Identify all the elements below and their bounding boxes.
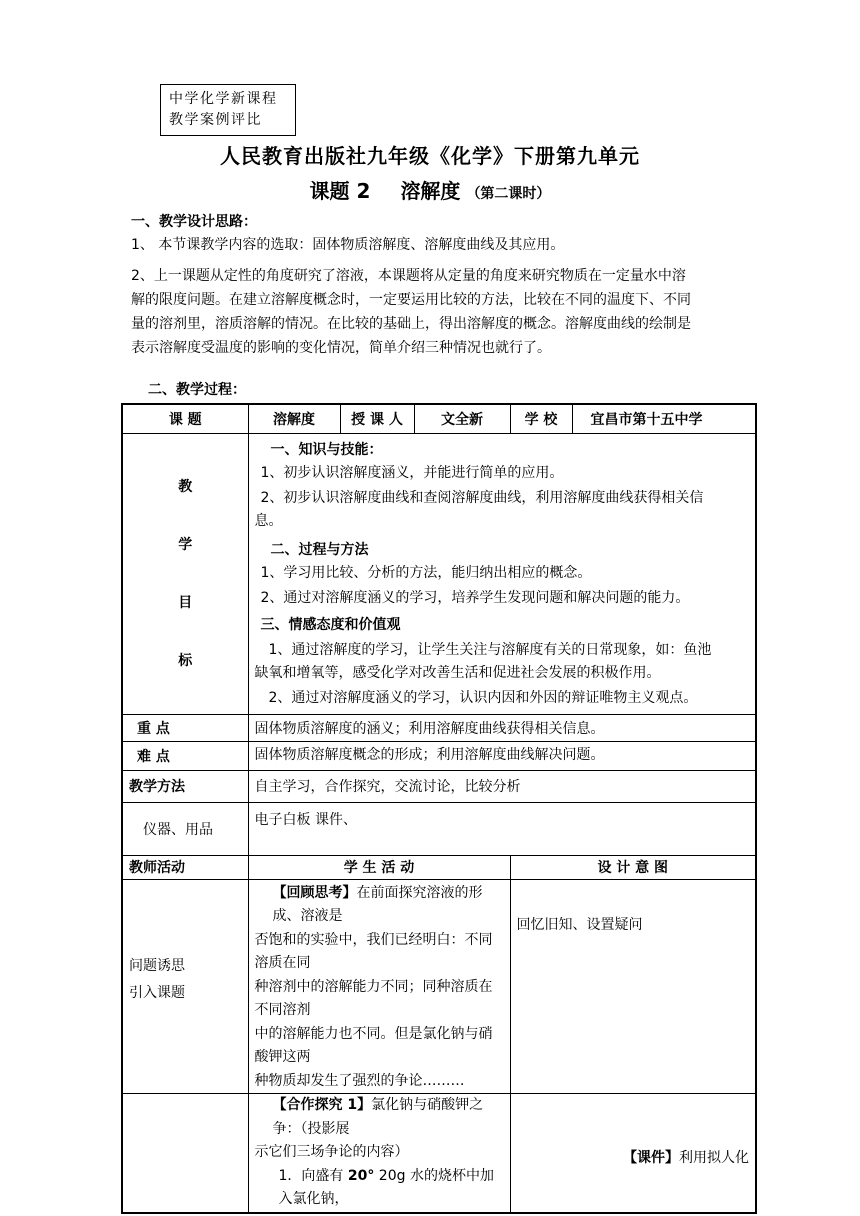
method-row [122, 770, 756, 802]
goal-item: 1、学习用比较、分析的方法，能归纳出相应的概念。 [260, 564, 592, 581]
difficulty-row [122, 741, 756, 770]
difficulty-label: 难 点 [122, 741, 248, 770]
student-activity-line [255, 1094, 504, 1141]
topic-label: 课 题 [122, 404, 248, 433]
student-activity-text: 在前面探究溶液的形成、溶液是 [272, 884, 483, 924]
goal-item: 缺氧和增氧等，感受化学对改善生活和促进社会发展的积极作用。 [254, 664, 661, 681]
teacher-label: 授 课 人 [340, 404, 414, 433]
key-label: 重 点 [122, 714, 248, 741]
goals-heading: 一、知识与技能： [270, 441, 383, 458]
tools-label: 仪器、用品 [122, 802, 248, 855]
student-activity-text: 氯化钠与硝酸钾之争：（投影展 [272, 1097, 484, 1137]
student-activity-line [255, 882, 504, 929]
section1-point2-line: 量的溶剂里，溶质溶解的情况。在比较的基础上，得出溶解度的概念。溶解度曲线的绘制是 [131, 316, 691, 332]
goals-heading: 二、过程与方法 [270, 541, 369, 558]
school-value: 宜昌市第十五中学 [572, 404, 756, 433]
lesson-title [0, 175, 860, 204]
method-label: 教学方法 [122, 770, 248, 802]
goal-item: 2、通过对溶解度涵义的学习，培养学生发现问题和解决问题的能力。 [260, 589, 690, 606]
activity-row [122, 879, 756, 1094]
student-activity-cell [248, 1094, 510, 1213]
contest-label-box [160, 84, 296, 136]
goals-label-char: 学 [178, 536, 193, 553]
courseware-tag: 【课件】 [623, 1149, 679, 1166]
lesson-plan-table [121, 403, 757, 1214]
activity-header-row [122, 855, 756, 879]
teacher-activity-cell [122, 879, 248, 1094]
key-value: 固体物质溶解度的涵义；利用溶解度曲线获得相关信息。 [248, 714, 756, 741]
student-activity-line [255, 1165, 504, 1212]
goals-label-char: 目 [178, 594, 193, 611]
page-title: 人民教育出版社九年级《化学》下册第九单元 [220, 144, 640, 168]
temperature-value: 20° [347, 1167, 375, 1184]
section1-point2-line: 表示溶解度受温度的影响的变化情况，简单介绍三种情况也就行了。 [131, 340, 551, 356]
teacher-activity-line: 引入课题 [129, 985, 185, 1002]
review-tag: 【回顾思考】 [272, 884, 357, 901]
school-label: 学 校 [510, 404, 572, 433]
lesson-session: （第二课时） [466, 186, 551, 202]
explore-tag: 【合作探究 1】 [272, 1097, 372, 1113]
section1-heading: 一、教学设计思路： [131, 214, 257, 230]
teacher-activity-header: 教师活动 [122, 855, 248, 879]
design-intent-cell: 回忆旧知、设置疑问 [510, 879, 756, 1094]
goals-label-char: 标 [178, 652, 193, 669]
goals-label-char: 教 [178, 478, 193, 495]
student-activity-line: 种物质却发生了强烈的争论……… [254, 1072, 465, 1089]
section1-point2-line: 2、上一课题从定性的角度研究了溶液，本课题将从定量的角度来研究物质在一定量水中溶 [131, 268, 686, 284]
student-activity-header: 学 生 活 动 [248, 855, 510, 879]
goal-item: 1、通过溶解度的学习，让学生关注与溶解度有关的日常现象，如：鱼池 [268, 641, 712, 658]
teacher-activity-line: 问题诱思 [129, 958, 185, 975]
stamp-line-1: 中学化学新课程 [169, 91, 278, 107]
topic-value: 溶解度 [248, 404, 340, 433]
tools-row [122, 802, 756, 855]
section1-point1: 1、 本节课教学内容的选取：固体物质溶解度、溶解度曲线及其应用。 [131, 237, 565, 253]
student-activity-text: 20g 水的烧杯中加入氯化钠， [278, 1167, 494, 1207]
tools-value: 电子白板 课件、 [248, 802, 756, 855]
design-intent-text: 利用拟人化 [679, 1149, 749, 1166]
teacher-value: 文全新 [414, 404, 510, 433]
key-row [122, 714, 756, 741]
method-value: 自主学习，合作探究，交流讨论，比较分析 [248, 770, 756, 802]
student-activity-line: 否饱和的实验中，我们已经明白：不同溶质在同 [254, 931, 493, 971]
teacher-activity-cell [122, 1094, 248, 1213]
student-activity-cell [248, 879, 510, 1094]
student-activity-line: 示它们三场争论的内容） [254, 1144, 409, 1160]
design-intent-header: 设 计 意 图 [510, 855, 756, 879]
goals-label [122, 433, 248, 714]
section1-point2 [131, 264, 751, 360]
lesson-number: 课题 2 [309, 179, 371, 203]
student-activity-line: 种溶剂中的溶解能力不同；同种溶质在不同溶剂 [254, 978, 493, 1018]
goal-item: 1、初步认识溶解度涵义，并能进行简单的应用。 [260, 464, 564, 481]
info-row [122, 404, 756, 433]
difficulty-value: 固体物质溶解度概念的形成；利用溶解度曲线解决问题。 [248, 741, 756, 770]
student-activity-text: 1．向盛有 [278, 1167, 348, 1184]
design-intent-cell [510, 1094, 756, 1213]
goal-item: 2、通过对溶解度涵义的学习，认识内因和外因的辩证唯物主义观点。 [268, 689, 698, 706]
section2-heading: 二、教学过程： [148, 382, 246, 398]
goal-item: 息。 [254, 512, 283, 529]
goals-row [122, 433, 756, 714]
goal-item: 2、初步认识溶解度曲线和查阅溶解度曲线，利用溶解度曲线获得相关信 [260, 489, 704, 506]
stamp-line-2: 教学案例评比 [169, 112, 262, 128]
student-activity-line: 中的溶解能力也不同。但是氯化钠与硝酸钾这两 [254, 1025, 493, 1065]
activity-row [122, 1094, 756, 1213]
goals-content [248, 433, 756, 714]
lesson-topic: 溶解度 [400, 179, 461, 203]
goals-heading: 三、情感态度和价值观 [260, 616, 401, 633]
section1-point2-line: 解的限度问题。在建立溶解度概念时，一定要运用比较的方法，比较在不同的温度下、不同 [131, 292, 691, 308]
